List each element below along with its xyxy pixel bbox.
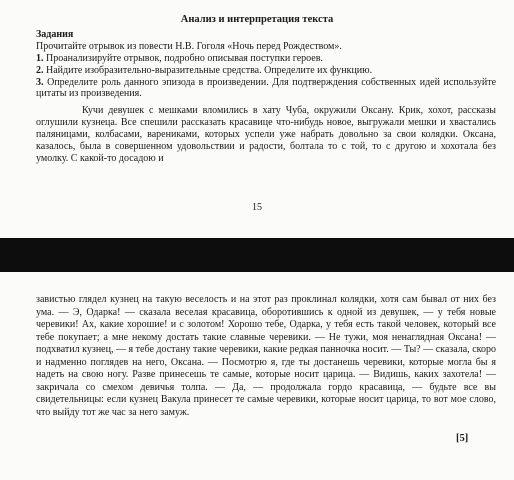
task-number: 2. [36,65,44,76]
page-top [0,0,514,238]
task-item-3 [36,77,496,99]
task-text: Найдите изобразительно-выразительные средства. Определите их функцию. [46,65,373,76]
page-title: Анализ и интерпретация текста [180,14,334,25]
passage-part-1: Кучи девушек с мешками вломились в хату Чуба, окружили Оксану. Крик, хохот, рассказы оглушили кузнеца. Все спешили рассказать красавице что-нибудь новое, выгружали мешки и хвастались паляницами, колбасами, варениками, которых успели уже набрать довольно за свои колядки. Оксана, казалось, была в совершенном удовольствии и радости, болтала то с той, то с другою и хохотала без умолку. С какой-то досадою и [36,105,496,164]
task-number: 3. [36,77,44,88]
page-separator [0,238,514,272]
page-number: 15 [252,202,262,213]
task-item-1 [36,53,496,64]
passage-part-2: завистью глядел кузнец на такую веселость и на этот раз проклинал колядки, хотя сам бывал от них без ума. — Э, Одарка! — сказала веселая красавица, оборотившись к одной из девушек, — у тебя новые черевики! Ах, какие хорошие! и с золотом! Хорошо тебе, Одарка, у тебя есть такой человек, который все тебе покупает; а мне некому достать такие славные черевики. — Не тужи, моя ненаглядная Оксана! — подхватил кузнец, — я тебе достану такие черевики, какие редкая панночка носит. — Ты? — сказала, скоро и надменно поглядев на него, Оксана. — Посмотрю я, где ты достанешь черевики, которые могла бы я надеть на свою ногу. Разве принесешь те самые, которые носит царица. — Видишь, каких захотела! — закричала со смехом девичья толпа. — Да, — продолжала гордо красавица, — будьте все вы свидетельницы: если кузнец Вакула принесет те самые черевики, которые носит царица, то вот мое слово, что выйду тот же час за него замуж. [36,294,496,418]
task-item-2 [36,65,496,76]
tasks-heading: Задания [36,29,74,40]
score-label: [5] [456,433,469,444]
task-number: 1. [36,53,44,64]
tasks-intro: Прочитайте отрывок из повести Н.В. Гоголя «Ночь перед Рождеством». [36,41,342,52]
task-text: Проанализируйте отрывок, подробно описывая поступки героев. [46,53,323,64]
page-bottom [0,272,514,480]
task-text: Определите роль данного эпизода в произведении. Для подтверждения собственных идей используйте цитаты из произведения. [36,77,497,99]
